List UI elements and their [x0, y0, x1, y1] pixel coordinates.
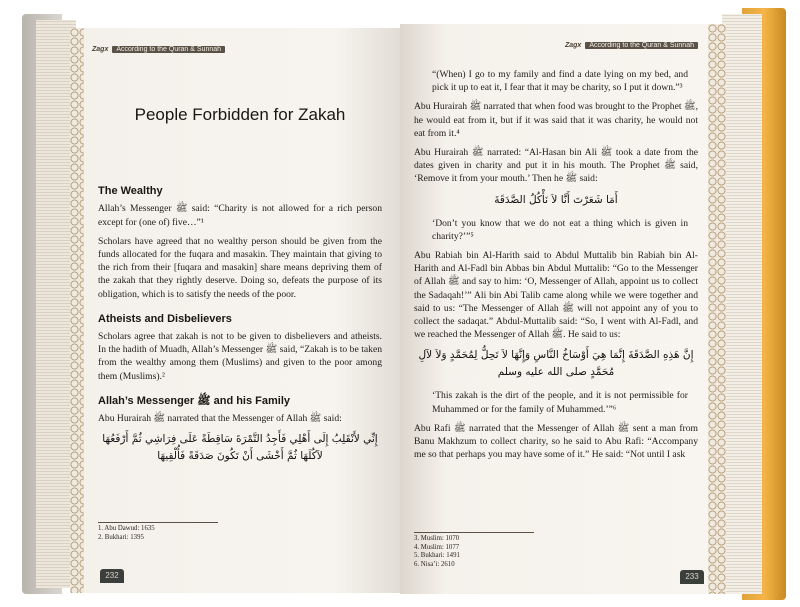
paragraph: Abu Rafi ﷺ narrated that the Messenger of Allah ﷺ sent a man from Banu Makhzum to collect charity, so he said to Abu Rafi: “Accompany me so that perhaps you may have some of it.” He said: “Not until I ask: [414, 422, 698, 461]
header-logo: Zagx: [92, 46, 109, 53]
quote-paragraph: ‘Don’t you know that we do not eat a thing which is given in charity?’”⁵: [432, 217, 688, 242]
paragraph: Abu Rabiah bin Al-Harith said to Abdul Muttalib bin Rabiah bin Al-Harith and Al-Fadl bin Abbas bin Abdul Muttalib: “Go to the Messenger of Allah ﷺ and say to him: ‘O, Messenger of Allah, appoint us to collect the Sadaqah!’” Ali bin Abi Talib came along while we were together and said to us: “The Messenger of Allah ﷺ will not appoint any of you to collect the sadaqat.” Abdul-Muttalib said: “So, I went with Al-Fadl, and we reached the Messenger of Allah ﷺ. He said to us:: [414, 250, 698, 341]
page-edges-right: [722, 14, 762, 594]
footnote: 3. Muslim: 1070: [414, 535, 460, 542]
footnote: 2. Bukhari: 1395: [98, 533, 144, 541]
header-title: According to the Quran & Sunnah: [585, 42, 698, 49]
footnotes: [98, 522, 218, 542]
paragraph: Allah’s Messenger ﷺ said: “Charity is not allowed for a rich person except for (one of) five…”¹: [98, 203, 382, 228]
arabic-hadith-text: إِنِّي لأَنْقَلِبُ إِلَى أَهْلِي فَأَجِدُ التَّمْرَةَ سَاقِطَةً عَلَى فِرَاشِي ثُمَّ أَرْفَعُهَا لآكُلَهَا ثُمَّ أَخْشَى أَنْ تَكُونَ صَدَقَةً فَأُلْقِيهَا: [102, 433, 378, 463]
page-number-badge: 233: [680, 570, 704, 584]
header-logo: Zagx: [564, 42, 582, 49]
decorative-border-band: [70, 28, 84, 593]
right-page-content: [414, 68, 698, 467]
paragraph: Abu Hurairah ﷺ narrated: “Al-Hasan bin Ali ﷺ took a date from the dates given in charity and put it in his mouth. The Prophet ﷺ said, ‘Remove it from your mouth.’ Then he ﷺ said:: [414, 147, 699, 185]
section-heading: The Wealthy: [98, 185, 163, 198]
left-page-content: [98, 105, 382, 473]
footnotes: [414, 532, 534, 569]
section-heading: Allah’s Messenger ﷺ and his Family: [98, 394, 291, 407]
paragraph: Abu Hurairah ﷺ narrated that the Messenger of Allah ﷺ said:: [98, 413, 342, 425]
chapter-title: People Forbidden for Zakah: [134, 105, 346, 124]
footnote: 4. Muslim: 1077: [414, 543, 460, 551]
running-header: [565, 42, 698, 49]
paragraph: Scholars agree that zakah is not to be given to disbelievers and atheists. In the hadith of Muadh, Allah’s Messenger ﷺ said, “Zakah is to be taken from the wealthy among them (Muslims) and given to the poor among them (Muslims).²: [98, 331, 382, 382]
page-number-badge: 232: [100, 569, 124, 583]
running-header: [92, 46, 225, 53]
section-heading: Atheists and Disbelievers: [98, 312, 232, 325]
right-page: [400, 24, 726, 594]
left-page: [70, 28, 400, 593]
paragraph: Scholars have agreed that no wealthy person should be given from the funds allocated for the fuqara and masakin. They maintain that giving to the rich from their [fuqara and masakin] share means depriving them of the zakah that they rightly deserve. Doing so, defeats the purpose of its obligation, which is to satisfy the needs of the poor.: [98, 235, 382, 300]
arabic-hadith-text: إِنَّ هَذِهِ الصَّدَقَةَ إِنَّمَا هِيَ أَوْسَاخُ النَّاسِ وَإِنَّهَا لاَ تَحِلُّ لِمُحَمَّدٍ وَلاَ لآلِ مُحَمَّدٍ صلى الله عليه وسلم: [418, 349, 694, 379]
quote-paragraph: “(When) I go to my family and find a date lying on my bed, and pick it up to eat it, I fear that it may be charity, so I put it down.”³: [432, 69, 688, 94]
paragraph: Abu Hurairah ﷺ narrated that when food was brought to the Prophet ﷺ, he would eat from it, but if it was said that it was charity, he would not eat from it.⁴: [414, 101, 698, 139]
quote-paragraph: ‘This zakah is the dirt of the people, and it is not permissible for Muhammed or for the family of Muhammed.’”⁶: [432, 390, 688, 415]
footnote: 6. Nisa’i: 2610: [414, 560, 455, 568]
footnote: 5. Bukhari: 1491: [414, 552, 460, 560]
arabic-hadith-text: أَمَا شَعَرْتَ أَنَّا لاَ نَأْكُلُ الصَّدَقَةَ: [494, 193, 618, 206]
header-title: According to the Quran & Sunnah: [112, 46, 225, 53]
decorative-border-band: [708, 24, 726, 594]
footnote: 1. Abu Dawud: 1635: [98, 525, 155, 532]
